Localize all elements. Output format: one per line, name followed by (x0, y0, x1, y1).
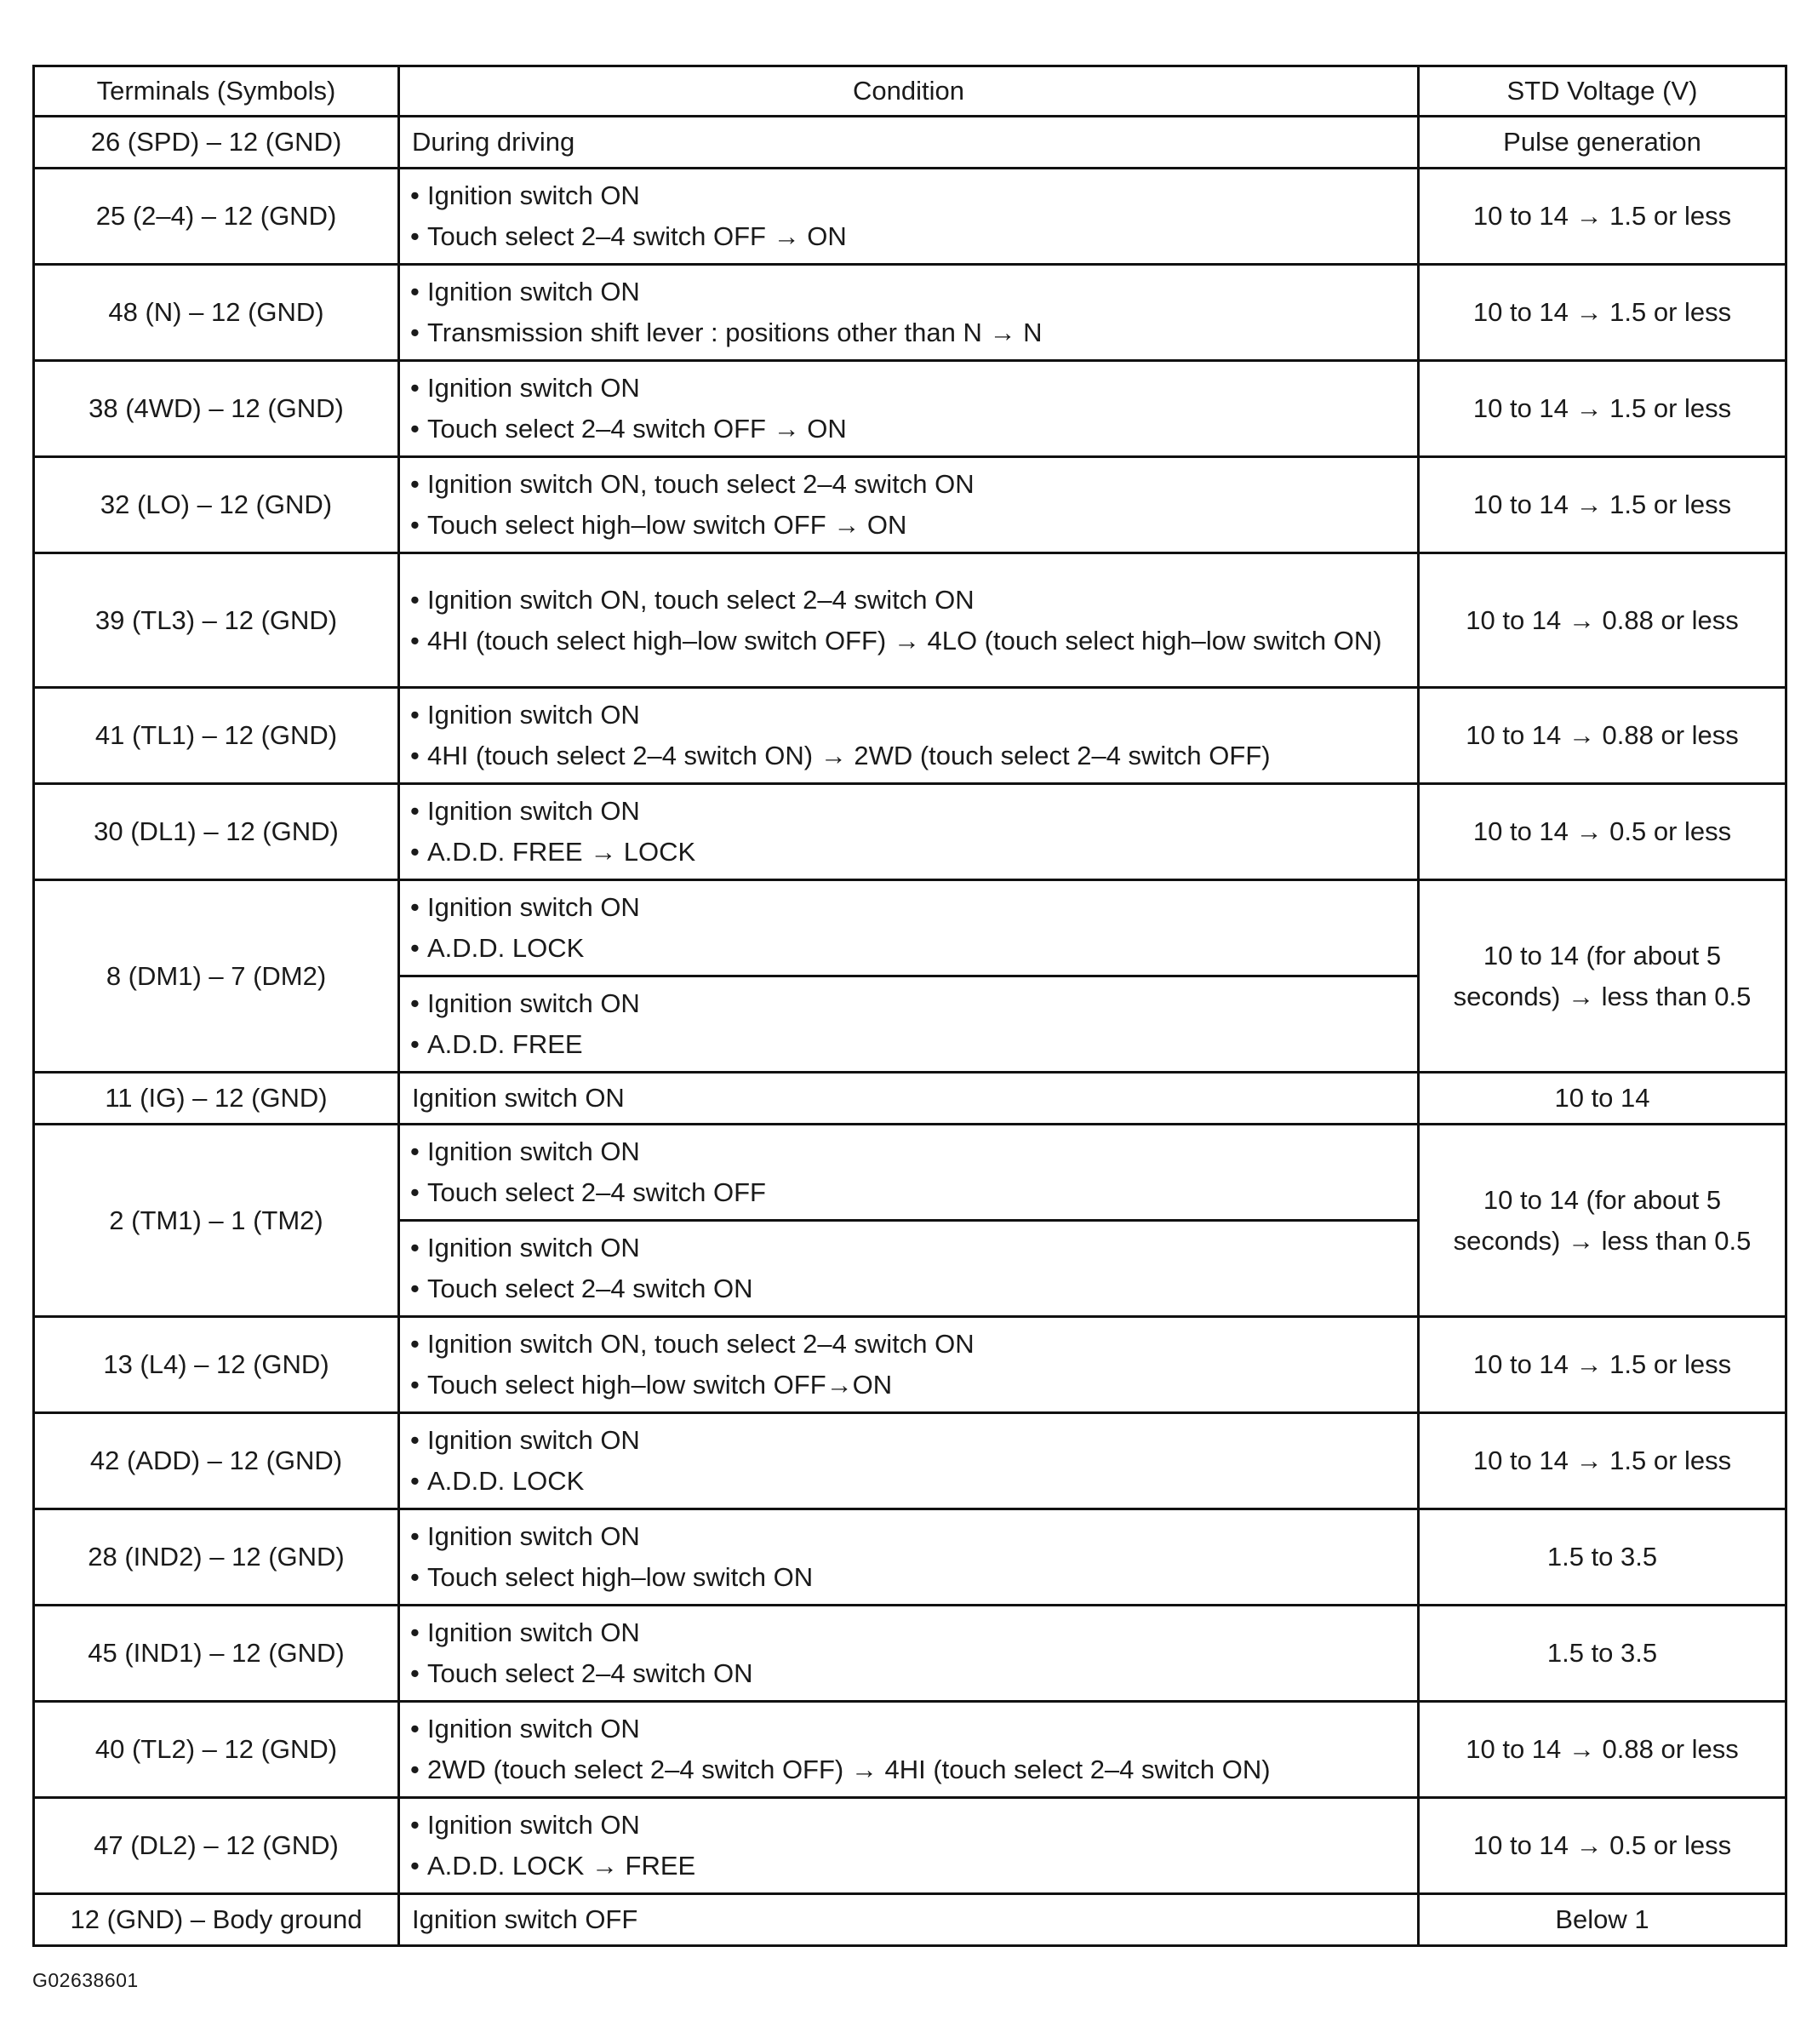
condition-line: • Touch select high–low switch OFF → ON (410, 505, 1407, 546)
terminal-cell: 26 (SPD) – 12 (GND) (34, 117, 399, 169)
condition-line: • A.D.D. LOCK (410, 1461, 1407, 1502)
terminal-cell: 45 (IND1) – 12 (GND) (34, 1606, 399, 1702)
voltage-cell (1419, 1509, 1786, 1606)
terminal-cell: 25 (2–4) – 12 (GND) (34, 169, 399, 265)
table-row (34, 1702, 1786, 1798)
condition-line: • Ignition switch ON (410, 368, 1407, 409)
condition-cell (399, 117, 1419, 169)
terminal-cell: 12 (GND) – Body ground (34, 1894, 399, 1946)
table-row (34, 169, 1786, 265)
voltage-line: 10 to 14 → 0.5 or less (1472, 1830, 1732, 1860)
voltage-line: 10 to 14 → 1.5 or less (1472, 393, 1732, 423)
condition-cell (399, 688, 1419, 784)
table-row (34, 457, 1786, 553)
condition-cell (399, 1317, 1419, 1413)
table-row (34, 265, 1786, 361)
condition-line: • Touch select 2–4 switch OFF (410, 1172, 1407, 1213)
table-row (34, 880, 1786, 976)
condition-line: • 4HI (touch select 2–4 switch ON) → 2WD (touch select 2–4 switch OFF) (410, 736, 1407, 776)
terminal-cell: 32 (LO) – 12 (GND) (34, 457, 399, 553)
table-row (34, 1798, 1786, 1894)
condition-cell (399, 1073, 1419, 1125)
voltage-line: 10 to 14 → 1.5 or less (1472, 1446, 1732, 1475)
voltage-cell (1419, 1073, 1786, 1125)
condition-line: • A.D.D. LOCK → FREE (410, 1846, 1407, 1887)
voltage-line: 1.5 to 3.5 (1546, 1638, 1658, 1668)
condition-line: • Ignition switch ON (410, 1420, 1407, 1461)
terminal-cell: 38 (4WD) – 12 (GND) (34, 361, 399, 457)
terminal-voltage-table (32, 65, 1787, 1947)
voltage-cell (1419, 1606, 1786, 1702)
voltage-line: Below 1 (1555, 1904, 1649, 1934)
figure-id: G02638601 (32, 1969, 139, 1991)
terminal-cell: 42 (ADD) – 12 (GND) (34, 1413, 399, 1509)
terminal-cell: 47 (DL2) – 12 (GND) (34, 1798, 399, 1894)
terminal-cell: 40 (TL2) – 12 (GND) (34, 1702, 399, 1798)
voltage-cell (1419, 1702, 1786, 1798)
table-row (34, 361, 1786, 457)
terminal-cell: 30 (DL1) – 12 (GND) (34, 784, 399, 880)
voltage-cell (1419, 1125, 1786, 1317)
voltage-cell (1419, 457, 1786, 553)
voltage-cell (1419, 265, 1786, 361)
table-row (34, 1606, 1786, 1702)
condition-cell (399, 880, 1419, 976)
condition-cell (399, 265, 1419, 361)
voltage-cell (1419, 553, 1786, 688)
condition-line: • Touch select 2–4 switch ON (410, 1268, 1407, 1309)
condition-line: • Touch select high–low switch OFF→ON (410, 1365, 1407, 1406)
voltage-line: seconds) → less than 0.5 (1453, 981, 1752, 1011)
table-row (34, 688, 1786, 784)
condition-line: • Ignition switch ON (410, 983, 1407, 1024)
condition-cell (399, 1606, 1419, 1702)
voltage-cell (1419, 880, 1786, 1073)
condition-cell (399, 1221, 1419, 1317)
voltage-line: 10 to 14 (1554, 1083, 1650, 1113)
voltage-line: 10 to 14 → 1.5 or less (1472, 297, 1732, 327)
condition-cell (399, 1702, 1419, 1798)
condition-line: • Ignition switch ON, touch select 2–4 switch ON (410, 580, 1407, 621)
condition-cell (399, 457, 1419, 553)
condition-cell (399, 361, 1419, 457)
table-row (34, 1073, 1786, 1125)
condition-line: • Ignition switch ON (410, 175, 1407, 216)
voltage-line: 10 to 14 → 1.5 or less (1472, 1349, 1732, 1379)
condition-line: During driving (412, 127, 575, 157)
terminal-cell: 13 (L4) – 12 (GND) (34, 1317, 399, 1413)
condition-line: • 4HI (touch select high–low switch OFF) → 4LO (touch select high–low switch ON) (410, 621, 1407, 661)
voltage-line: 10 to 14 → 0.5 or less (1472, 816, 1732, 846)
condition-line: • A.D.D. FREE → LOCK (410, 832, 1407, 873)
table-body (34, 117, 1786, 1946)
header-terminals: Terminals (Symbols) (34, 66, 399, 117)
condition-line: • Transmission shift lever : positions other than N → N (410, 312, 1407, 353)
terminal-cell: 39 (TL3) – 12 (GND) (34, 553, 399, 688)
terminal-cell: 28 (IND2) – 12 (GND) (34, 1509, 399, 1606)
terminal-cell: 8 (DM1) – 7 (DM2) (34, 880, 399, 1073)
condition-line: • Touch select 2–4 switch OFF → ON (410, 216, 1407, 257)
condition-line: • Touch select 2–4 switch OFF → ON (410, 409, 1407, 449)
table-row (34, 117, 1786, 169)
table-row (34, 784, 1786, 880)
condition-cell (399, 169, 1419, 265)
voltage-line: 10 to 14 (for about 5 (1483, 1184, 1722, 1215)
voltage-cell (1419, 169, 1786, 265)
condition-line: • Ignition switch ON, touch select 2–4 switch ON (410, 464, 1407, 505)
condition-line: • A.D.D. LOCK (410, 928, 1407, 969)
condition-line: Ignition switch OFF (412, 1904, 638, 1934)
condition-cell (399, 1509, 1419, 1606)
condition-line: • Ignition switch ON, touch select 2–4 switch ON (410, 1324, 1407, 1365)
header-condition: Condition (399, 66, 1419, 117)
table-row (34, 1894, 1786, 1946)
condition-line: • Ignition switch ON (410, 1228, 1407, 1268)
table-row (34, 553, 1786, 688)
condition-line: • A.D.D. FREE (410, 1024, 1407, 1065)
condition-cell (399, 1413, 1419, 1509)
terminal-cell: 2 (TM1) – 1 (TM2) (34, 1125, 399, 1317)
condition-line: • Ignition switch ON (410, 791, 1407, 832)
table-header-row (34, 66, 1786, 117)
voltage-cell (1419, 1413, 1786, 1509)
condition-cell (399, 784, 1419, 880)
condition-cell (399, 976, 1419, 1073)
terminal-cell: 48 (N) – 12 (GND) (34, 265, 399, 361)
voltage-line: 10 to 14 (for about 5 (1483, 940, 1722, 970)
voltage-line: 10 to 14 → 0.88 or less (1466, 604, 1739, 635)
condition-line: • 2WD (touch select 2–4 switch OFF) → 4HI (touch select 2–4 switch ON) (410, 1749, 1407, 1790)
voltage-line: 10 to 14 → 1.5 or less (1472, 201, 1732, 231)
condition-line: • Ignition switch ON (410, 1805, 1407, 1846)
table-row (34, 1509, 1786, 1606)
condition-line: • Ignition switch ON (410, 1516, 1407, 1557)
condition-line: Ignition switch ON (412, 1083, 625, 1113)
condition-line: • Touch select high–low switch ON (410, 1557, 1407, 1598)
voltage-cell (1419, 117, 1786, 169)
voltage-line: Pulse generation (1503, 127, 1701, 157)
condition-cell (399, 1798, 1419, 1894)
table-row (34, 1413, 1786, 1509)
condition-line: • Touch select 2–4 switch ON (410, 1653, 1407, 1694)
condition-cell (399, 553, 1419, 688)
voltage-line: seconds) → less than 0.5 (1453, 1225, 1752, 1256)
voltage-line: 1.5 to 3.5 (1546, 1542, 1658, 1572)
voltage-line: 10 to 14 → 1.5 or less (1472, 490, 1732, 519)
condition-line: • Ignition switch ON (410, 272, 1407, 312)
condition-line: • Ignition switch ON (410, 1612, 1407, 1653)
condition-line: • Ignition switch ON (410, 887, 1407, 928)
voltage-cell (1419, 784, 1786, 880)
voltage-cell (1419, 688, 1786, 784)
header-voltage: STD Voltage (V) (1419, 66, 1786, 117)
condition-cell (399, 1125, 1419, 1221)
terminal-cell: 41 (TL1) – 12 (GND) (34, 688, 399, 784)
voltage-cell (1419, 1798, 1786, 1894)
condition-cell (399, 1894, 1419, 1946)
voltage-cell (1419, 361, 1786, 457)
voltage-cell (1419, 1894, 1786, 1946)
condition-line: • Ignition switch ON (410, 695, 1407, 736)
condition-line: • Ignition switch ON (410, 1131, 1407, 1172)
voltage-line: 10 to 14 → 0.88 or less (1466, 1734, 1739, 1764)
voltage-cell (1419, 1317, 1786, 1413)
condition-line: • Ignition switch ON (410, 1709, 1407, 1749)
terminal-cell: 11 (IG) – 12 (GND) (34, 1073, 399, 1125)
table-row (34, 1125, 1786, 1221)
voltage-line: 10 to 14 → 0.88 or less (1466, 720, 1739, 750)
table-row (34, 1317, 1786, 1413)
